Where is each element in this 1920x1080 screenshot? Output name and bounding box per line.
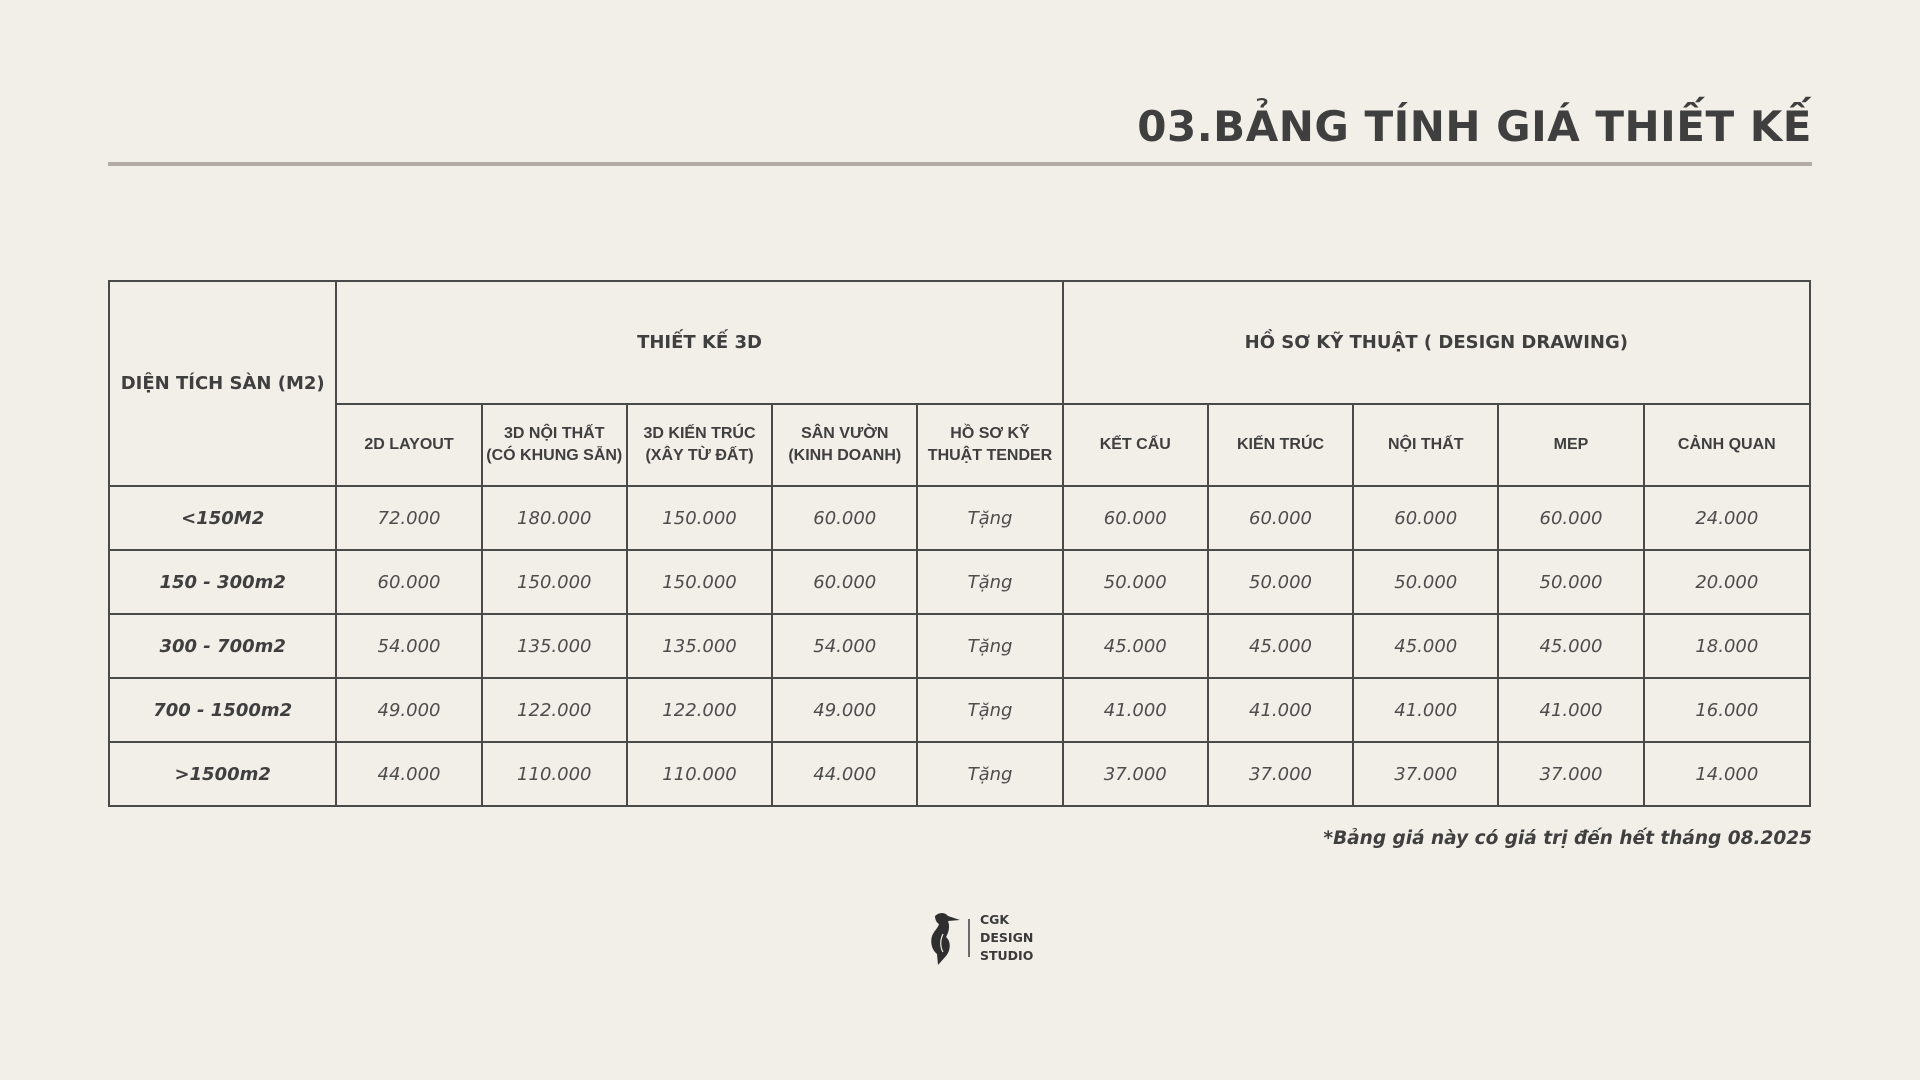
column-header bbox=[917, 404, 1062, 486]
price-cell: 150.000 bbox=[627, 486, 772, 550]
title-divider bbox=[108, 162, 1812, 166]
column-header-line1: 3D NỘI THẤT bbox=[504, 425, 605, 442]
column-header bbox=[1498, 404, 1643, 486]
price-cell: 41.000 bbox=[1498, 678, 1643, 742]
heron-bird-icon bbox=[926, 910, 962, 966]
price-cell: 150.000 bbox=[627, 550, 772, 614]
price-cell: 41.000 bbox=[1208, 678, 1353, 742]
row-area-label: 150 - 300m2 bbox=[109, 550, 336, 614]
price-cell: 60.000 bbox=[336, 550, 481, 614]
page-title: 03.BẢNG TÍNH GIÁ THIẾT KẾ bbox=[1137, 102, 1812, 151]
price-cell: 45.000 bbox=[1353, 614, 1498, 678]
column-header-line2: (XÂY TỪ ĐẤT) bbox=[645, 447, 754, 464]
price-cell: 50.000 bbox=[1353, 550, 1498, 614]
column-header-line1: KIẾN TRÚC bbox=[1236, 436, 1325, 453]
header-group-row bbox=[109, 281, 1810, 404]
price-cell: 45.000 bbox=[1498, 614, 1643, 678]
logo-text-line3: STUDIO bbox=[980, 948, 1034, 963]
studio-logo bbox=[926, 908, 1033, 968]
price-cell: 60.000 bbox=[1498, 486, 1643, 550]
price-cell: 60.000 bbox=[772, 486, 917, 550]
column-header bbox=[772, 404, 917, 486]
price-cell: 110.000 bbox=[627, 742, 772, 806]
price-cell: 54.000 bbox=[772, 614, 917, 678]
column-header-line2: (KINH DOANH) bbox=[788, 447, 902, 464]
column-header bbox=[1063, 404, 1208, 486]
row-area-label: 700 - 1500m2 bbox=[109, 678, 336, 742]
price-cell: 45.000 bbox=[1208, 614, 1353, 678]
price-cell: Tặng bbox=[917, 678, 1062, 742]
area-column-header: DIỆN TÍCH SÀN (M2) bbox=[109, 281, 336, 486]
column-header-line1: SÂN VƯỜN bbox=[801, 425, 889, 442]
price-cell: 150.000 bbox=[482, 550, 627, 614]
price-cell: Tặng bbox=[917, 742, 1062, 806]
column-header-line1: NỘI THẤT bbox=[1387, 436, 1464, 453]
price-cell: 60.000 bbox=[1353, 486, 1498, 550]
price-cell: 41.000 bbox=[1353, 678, 1498, 742]
logo-divider bbox=[968, 919, 970, 957]
price-cell: 180.000 bbox=[482, 486, 627, 550]
price-cell: 37.000 bbox=[1063, 742, 1208, 806]
column-header-line1: 2D LAYOUT bbox=[364, 436, 454, 453]
validity-note: *Bảng giá này có giá trị đến hết tháng 08.2025 bbox=[1323, 828, 1812, 849]
price-cell: 18.000 bbox=[1644, 614, 1810, 678]
group-header-technical-docs: HỒ SƠ KỸ THUẬT ( DESIGN DRAWING) bbox=[1063, 281, 1810, 404]
column-header bbox=[1644, 404, 1810, 486]
column-header-line1: 3D KIẾN TRÚC bbox=[643, 425, 756, 442]
column-header-line1: KẾT CẤU bbox=[1099, 436, 1171, 453]
price-cell: 49.000 bbox=[336, 678, 481, 742]
price-cell: 41.000 bbox=[1063, 678, 1208, 742]
column-header-line2: THUẬT TENDER bbox=[927, 447, 1053, 464]
price-cell: Tặng bbox=[917, 550, 1062, 614]
table-row bbox=[109, 486, 1810, 550]
price-cell: 135.000 bbox=[482, 614, 627, 678]
column-header bbox=[1353, 404, 1498, 486]
logo-text-line1: CGK bbox=[980, 912, 1010, 927]
price-cell: 72.000 bbox=[336, 486, 481, 550]
price-cell: 44.000 bbox=[772, 742, 917, 806]
logo-text-line2: DESIGN bbox=[980, 930, 1034, 945]
group-header-3d-design: THIẾT KẾ 3D bbox=[336, 281, 1062, 404]
subheader-row bbox=[109, 404, 1810, 486]
price-cell: 44.000 bbox=[336, 742, 481, 806]
price-cell: 45.000 bbox=[1063, 614, 1208, 678]
column-header bbox=[1208, 404, 1353, 486]
price-cell: 37.000 bbox=[1498, 742, 1643, 806]
column-header-line1: MEP bbox=[1553, 436, 1589, 453]
price-cell: 110.000 bbox=[482, 742, 627, 806]
price-cell: 50.000 bbox=[1063, 550, 1208, 614]
column-header bbox=[482, 404, 627, 486]
table-body bbox=[109, 486, 1810, 806]
row-area-label: <150M2 bbox=[109, 486, 336, 550]
row-area-label: 300 - 700m2 bbox=[109, 614, 336, 678]
price-cell: 60.000 bbox=[1063, 486, 1208, 550]
table-row bbox=[109, 614, 1810, 678]
table-row bbox=[109, 550, 1810, 614]
price-cell: 14.000 bbox=[1644, 742, 1810, 806]
column-header bbox=[336, 404, 481, 486]
price-cell: 37.000 bbox=[1353, 742, 1498, 806]
price-cell: 122.000 bbox=[627, 678, 772, 742]
price-cell: Tặng bbox=[917, 486, 1062, 550]
logo-text bbox=[980, 911, 1033, 965]
table-row bbox=[109, 742, 1810, 806]
price-cell: 54.000 bbox=[336, 614, 481, 678]
price-cell: 50.000 bbox=[1498, 550, 1643, 614]
price-cell: 37.000 bbox=[1208, 742, 1353, 806]
column-header-line2: (CÓ KHUNG SẴN) bbox=[486, 447, 623, 464]
price-cell: 50.000 bbox=[1208, 550, 1353, 614]
price-cell: 16.000 bbox=[1644, 678, 1810, 742]
price-table bbox=[108, 280, 1811, 807]
price-cell: Tặng bbox=[917, 614, 1062, 678]
table-row bbox=[109, 678, 1810, 742]
price-cell: 60.000 bbox=[772, 550, 917, 614]
column-header-line1: HỒ SƠ KỸ bbox=[950, 425, 1030, 442]
price-cell: 122.000 bbox=[482, 678, 627, 742]
price-cell: 49.000 bbox=[772, 678, 917, 742]
price-cell: 135.000 bbox=[627, 614, 772, 678]
column-header bbox=[627, 404, 772, 486]
price-cell: 20.000 bbox=[1644, 550, 1810, 614]
row-area-label: >1500m2 bbox=[109, 742, 336, 806]
price-cell: 24.000 bbox=[1644, 486, 1810, 550]
column-header-line1: CẢNH QUAN bbox=[1677, 436, 1776, 453]
price-cell: 60.000 bbox=[1208, 486, 1353, 550]
